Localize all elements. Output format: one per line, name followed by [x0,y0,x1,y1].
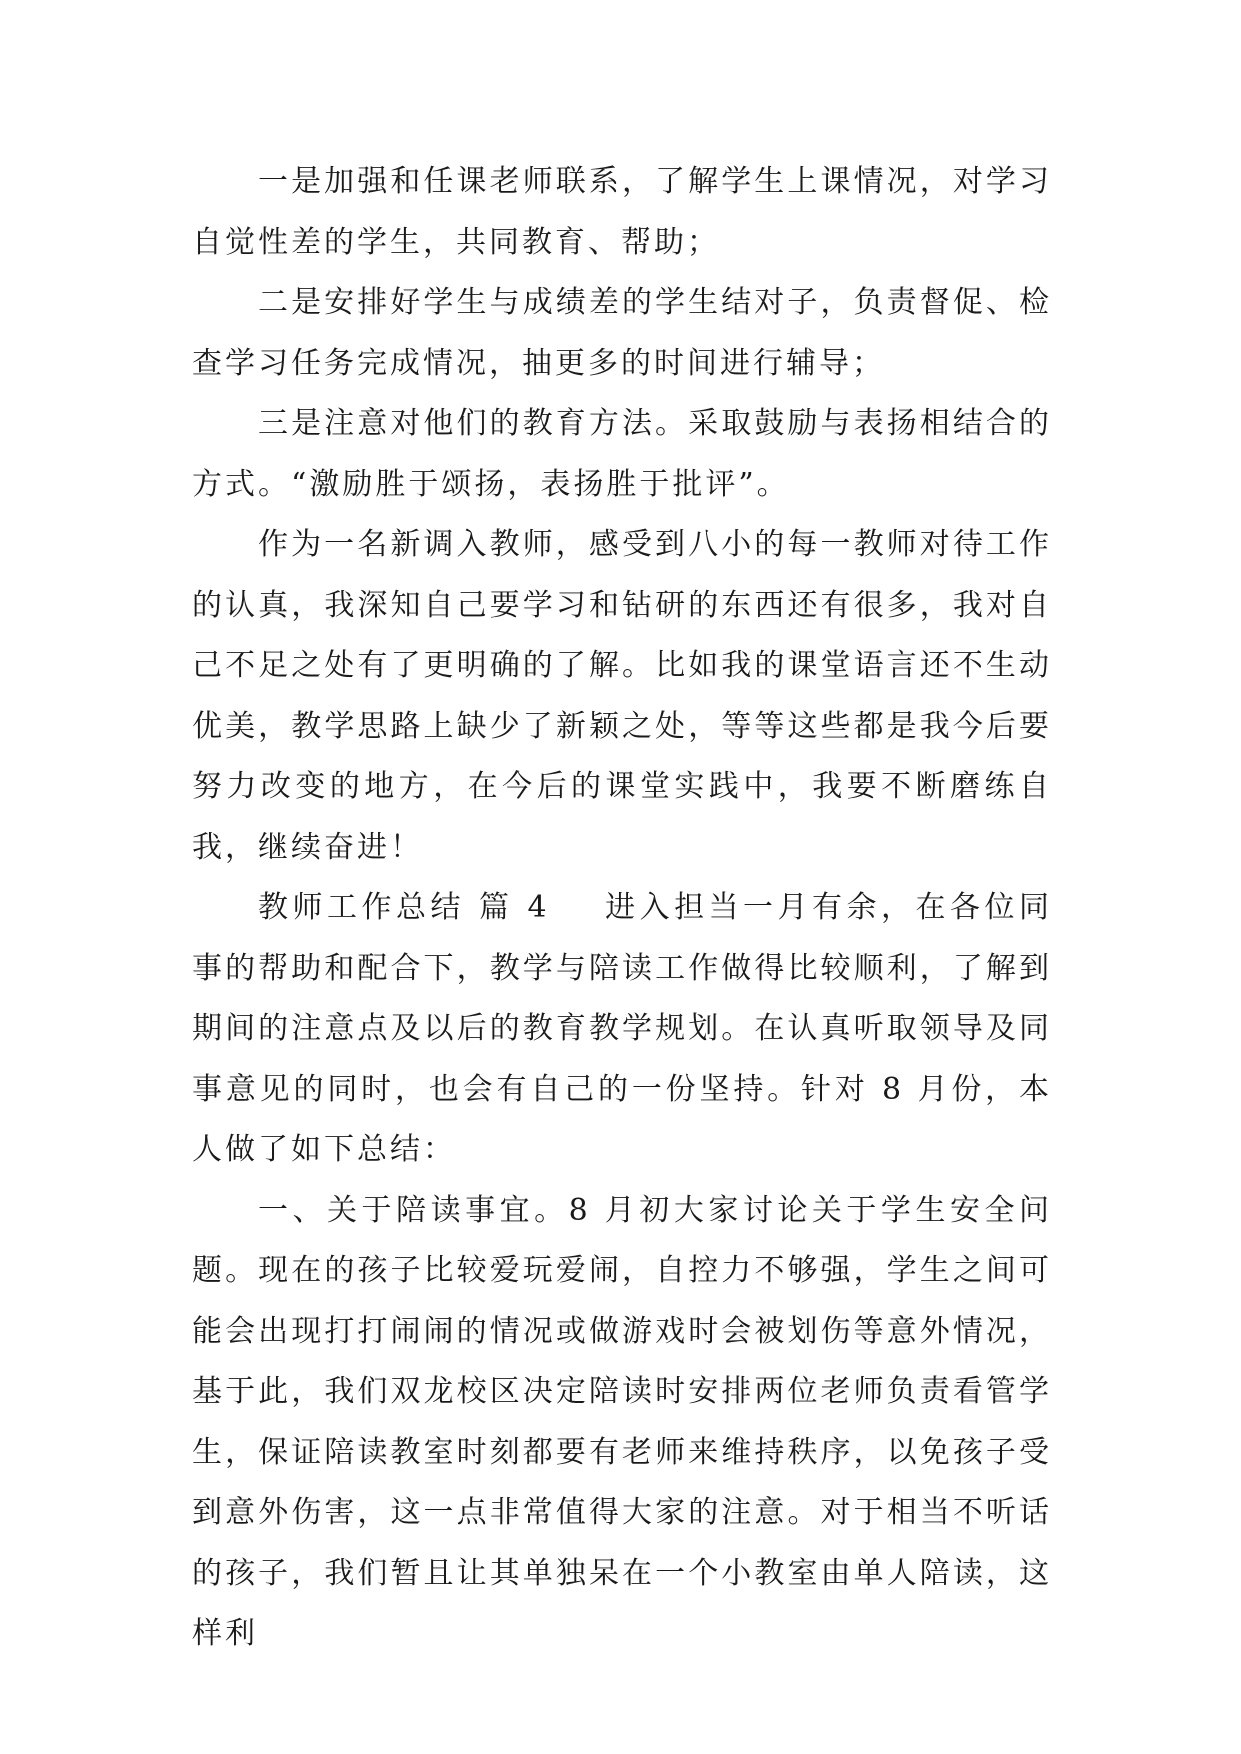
paragraph-1: 一是加强和任课老师联系，了解学生上课情况，对学习自觉性差的学生，共同教育、帮助； [192,164,1052,260]
section-heading: 教师工作总结 篇 4 [258,890,550,925]
paragraph-3: 三是注意对他们的教育方法。采取鼓励与表扬相结合的方式。“激励胜于颂扬，表扬胜于批评”。 [192,406,1052,502]
section-intro: 进入担当一月有余，在各位同事的帮助和配合下，教学与陪读工作做得比较顺利，了解到期间的注意点及以后的教育教学规划。在认真听取领导及同事意见的同时，也会有自己的一份坚持。针对 8 月份，本人做了如下总结： [192,890,1052,1167]
paragraph-4: 作为一名新调入教师，感受到八小的每一教师对待工作的认真，我深知自己要学习和钻研的东西还有很多，我对自己不足之处有了更明确的了解。比如我的课堂语言还不生动优美，教学思路上缺少了新颖之处，等等这些都是我今后要努力改变的地方，在今后的课堂实践中，我要不断磨练自我，继续奋进！ [192,527,1052,865]
document-body [192,152,1052,1665]
paragraph-after: 一、关于陪读事宜。8 月初大家讨论关于学生安全问题。现在的孩子比较爱玩爱闹，自控力不够强，学生之间可能会出现打打闹闹的情况或做游戏时会被划伤等意外情况，基于此，我们双龙校区决定陪读时安排两位老师负责看管学生，保证陪读教室时刻都要有老师来维持秩序，以免孩子受到意外伤害，这一点非常值得大家的注意。对于相当不听话的孩子，我们暂且让其单独呆在一个小教室由单人陪读，这样利 [192,1192,1052,1651]
paragraph-2: 二是安排好学生与成绩差的学生结对子，负责督促、检查学习任务完成情况，抽更多的时间进行辅导； [192,285,1052,381]
section-paragraph [192,878,1052,1181]
